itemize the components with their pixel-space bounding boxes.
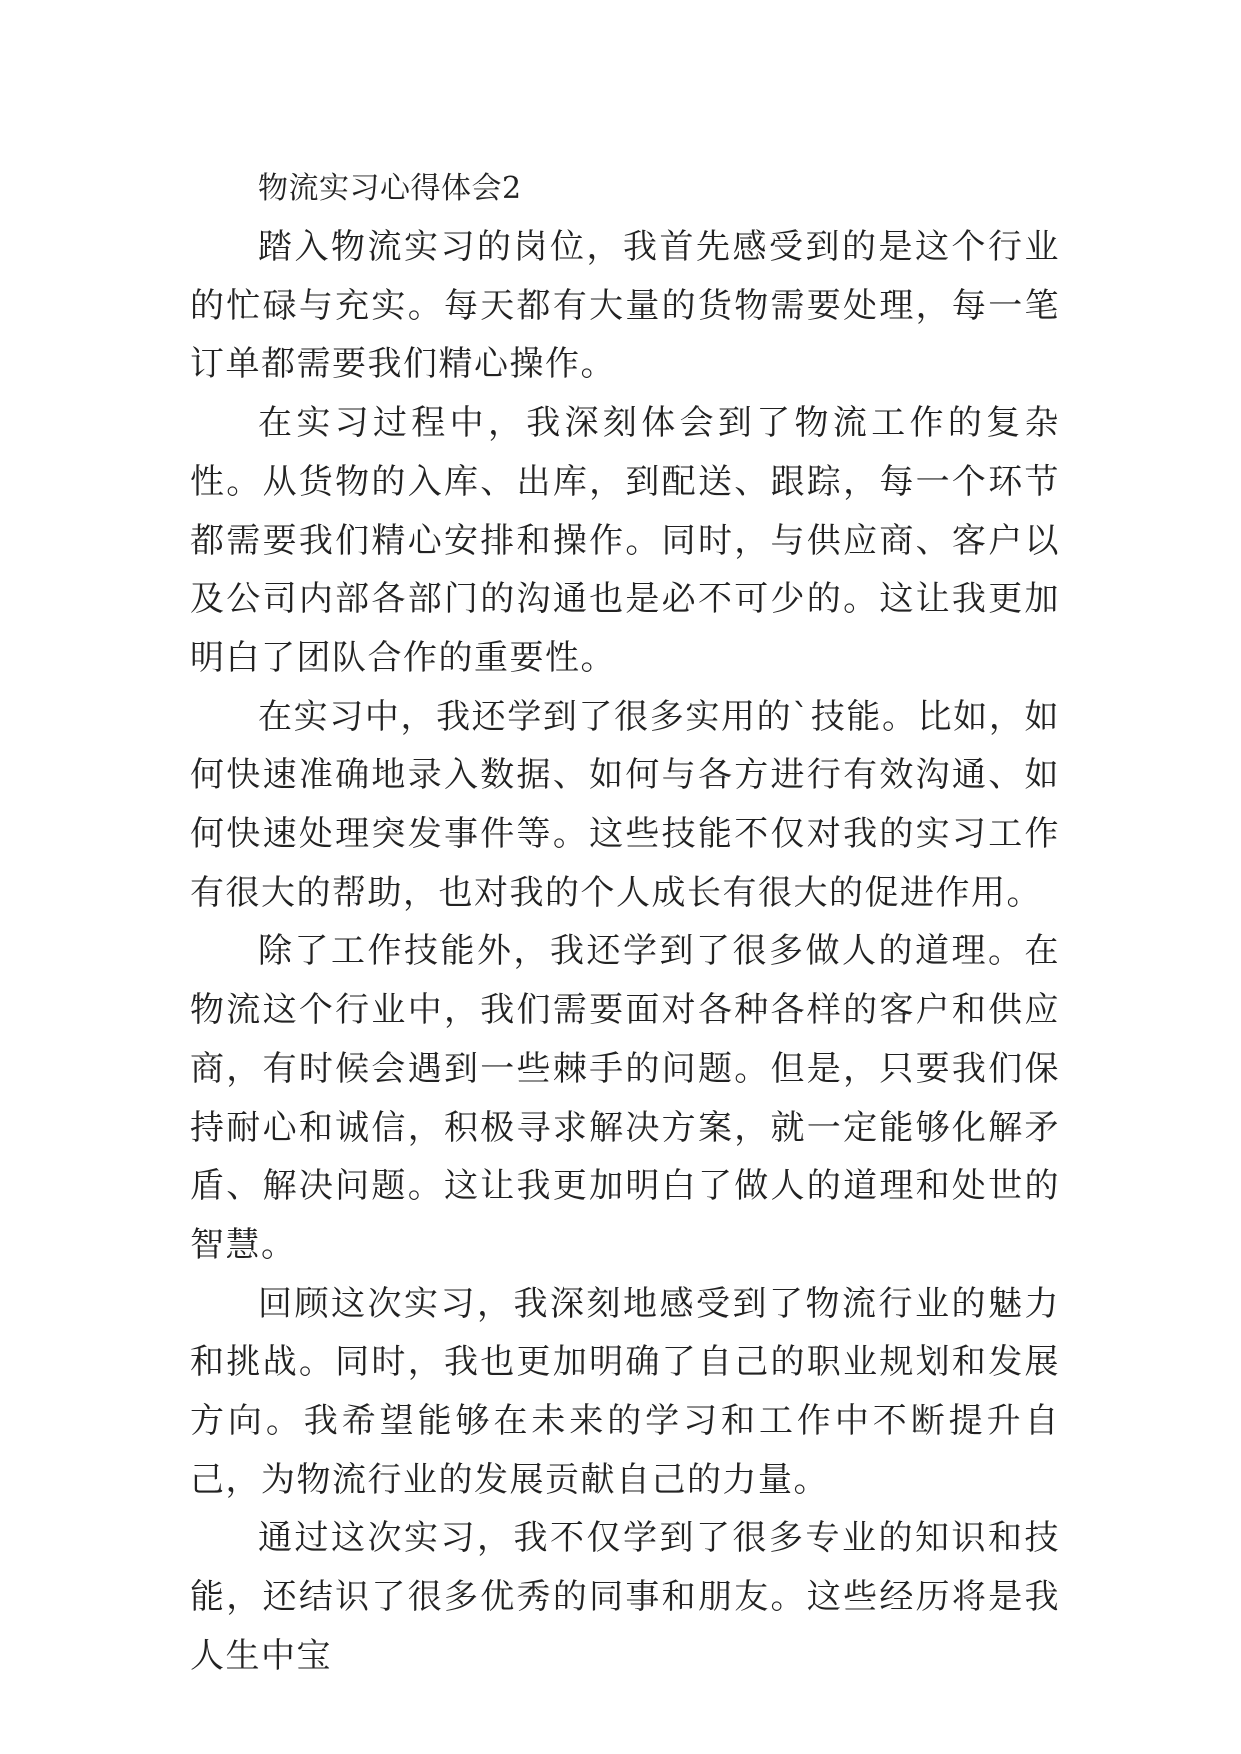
paragraph-2: 在实习过程中，我深刻体会到了物流工作的复杂性。从货物的入库、出库，到配送、跟踪，每一个环节都需要我们精心安排和操作。同时，与供应商、客户以及公司内部各部门的沟通也是必不可少的。这让我更加明白了团队合作的重要性。 <box>190 403 1060 678</box>
paragraph-1: 踏入物流实习的岗位，我首先感受到的是这个行业的忙碌与充实。每天都有大量的货物需要处理，每一笔订单都需要我们精心操作。 <box>190 227 1060 385</box>
paragraph-4: 除了工作技能外，我还学到了很多做人的道理。在物流这个行业中，我们需要面对各种各样的客户和供应商，有时候会遇到一些棘手的问题。但是，只要我们保持耐心和诚信，积极寻求解决方案，就一定能够化解矛盾、解决问题。这让我更加明白了做人的道理和处世的智慧。 <box>190 931 1060 1265</box>
document-title: 物流实习心得体会2 <box>258 171 522 206</box>
paragraph-3: 在实习中，我还学到了很多实用的`技能。比如，如何快速准确地录入数据、如何与各方进行有效沟通、如何快速处理突发事件等。这些技能不仅对我的实习工作有很大的帮助，也对我的个人成长有很大的促进作用。 <box>190 696 1060 913</box>
document-body <box>190 160 1060 1686</box>
paragraph-5: 回顾这次实习，我深刻地感受到了物流行业的魅力和挑战。同时，我也更加明确了自己的职业规划和发展方向。我希望能够在未来的学习和工作中不断提升自己，为物流行业的发展贡献自己的力量。 <box>190 1283 1060 1500</box>
paragraph-6: 通过这次实习，我不仅学到了很多专业的知识和技能，还结识了很多优秀的同事和朋友。这些经历将是我人生中宝 <box>190 1518 1060 1676</box>
